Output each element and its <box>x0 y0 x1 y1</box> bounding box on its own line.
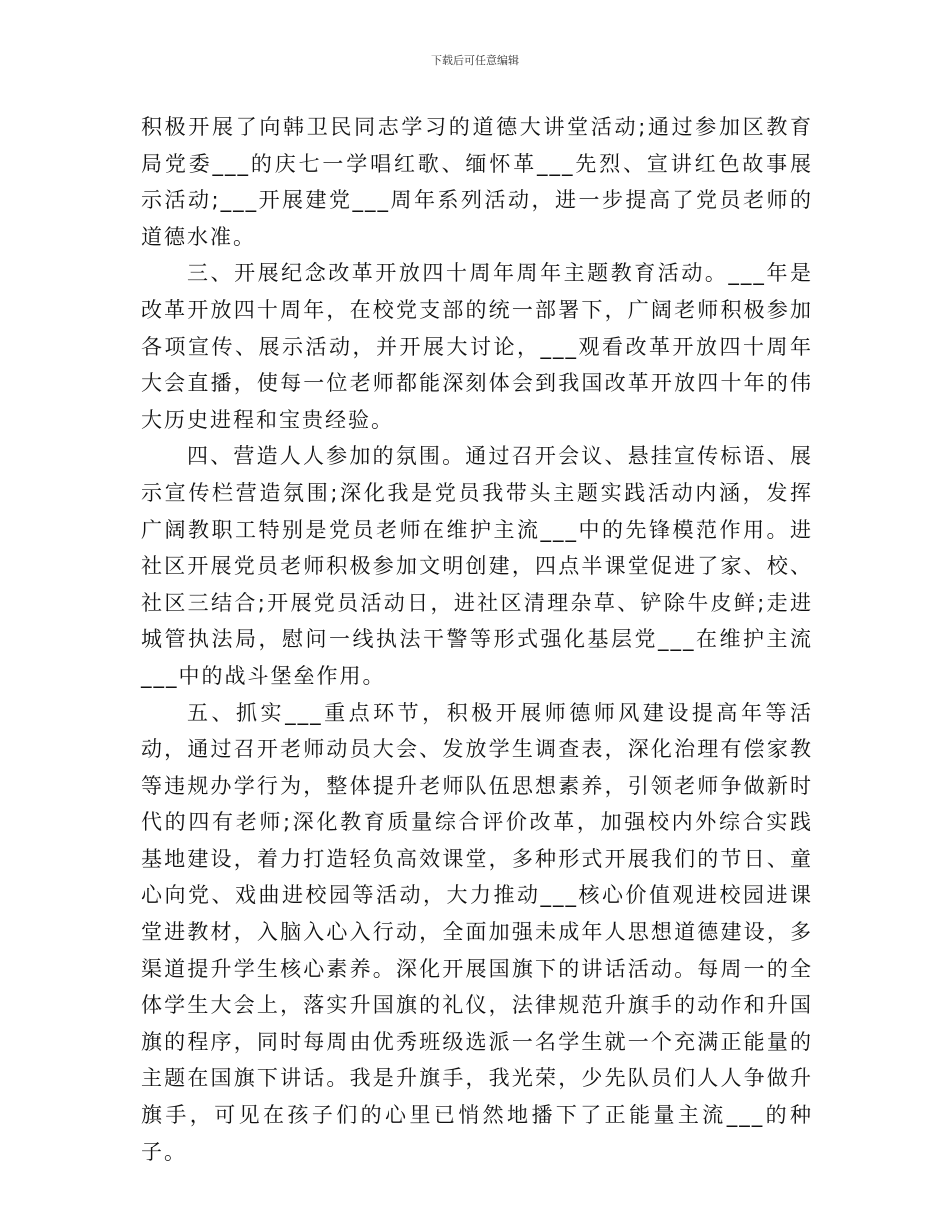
page-header: 下载后可任意编辑 <box>431 54 519 67</box>
paragraph-2: 三、开展纪念改革开放四十周年周年主题教育活动。___年是改革开放四十周年，在校党支部的统一部署下，广阔老师积极参加各项宣传、展示活动，并开展大讨论，___观看改革开放四十周年大会直播，使每一位老师都能深刻体会到我国改革开放四十年的伟大历史进程和宝贵经验。 <box>141 261 813 432</box>
paragraph-3: 四、营造人人参加的氛围。通过召开会议、悬挂宣传标语、展示宣传栏营造氛围;深化我是党员我带头主题实践活动内涵，发挥广阔教职工特别是党员老师在维护主流___中的先锋模范作用。进社区开展党员老师积极参加文明创建，四点半课堂促进了家、校、社区三结合;开展党员活动日，进社区清理杂草、铲除牛皮鲜;走进城管执法局，慰问一线执法干警等形式强化基层党___在维护主流___中的战斗堡垒作用。 <box>141 444 813 688</box>
paragraph-4: 五、抓实___重点环节，积极开展师德师风建设提高年等活动，通过召开老师动员大会、发放学生调查表，深化治理有偿家教等违规办学行为，整体提升老师队伍思想素养，引领老师争做新时代的四有老师;深化教育质量综合评价改革，加强校内外综合实践基地建设，着力打造轻负高效课堂，多种形式开展我们的节日、童心向党、戏曲进校园等活动，大力推动___核心价值观进校园进课堂进教材，入脑入心入行动，全面加强未成年人思想道德建设，多渠道提升学生核心素养。深化开展国旗下的讲话活动。每周一的全体学生大会上，落实升国旗的礼仪，法律规范升旗手的动作和升国旗的程序，同时每周由优秀班级选派一名学生就一个充满正能量的主题在国旗下讲话。我是升旗手，我光荣，少先队员们人人争做升旗手，可见在孩子们的心里已悄然地播下了正能量主流___的种子。 <box>141 700 813 1164</box>
paragraph-1: 积极开展了向韩卫民同志学习的道德大讲堂活动;通过参加区教育局党委___的庆七一学唱红歌、缅怀革___先烈、宣讲红色故事展示活动;___开展建党___周年系列活动，进一步提高了党员老师的道德水准。 <box>141 115 813 249</box>
document-body <box>141 109 813 1170</box>
